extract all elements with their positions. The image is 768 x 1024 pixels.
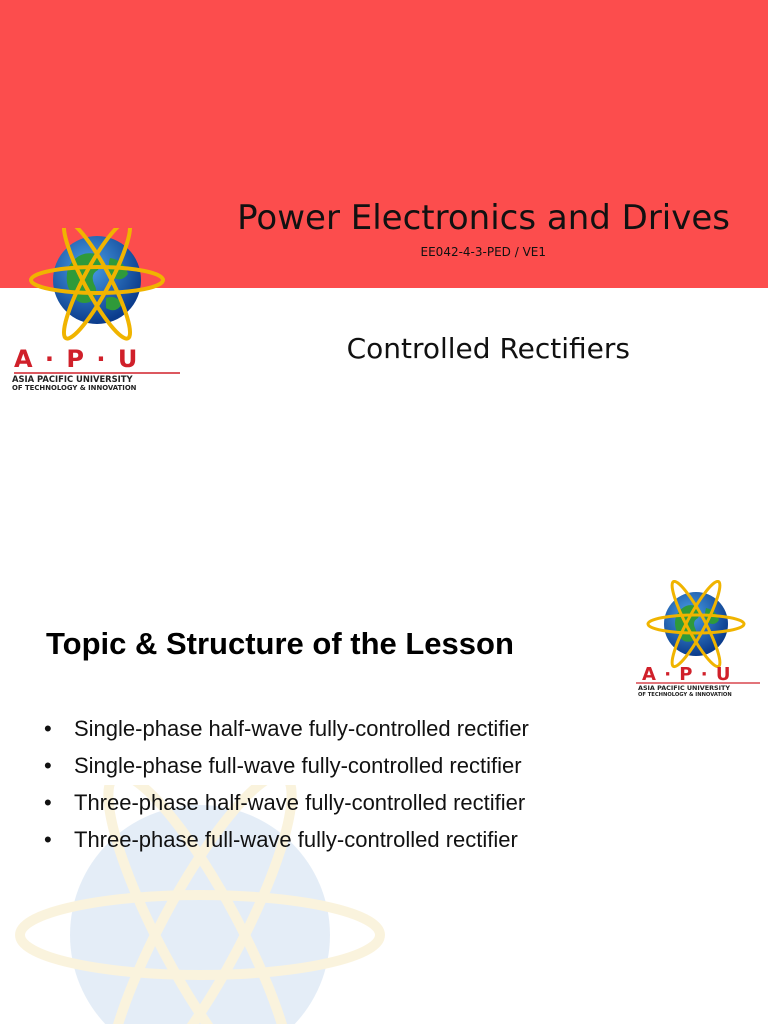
list-item: • Three-phase half-wave fully-controlled rectifier: [44, 784, 529, 821]
topic-text: Three-phase full-wave fully-controlled rectifier: [74, 827, 518, 852]
logo-line1: ASIA PACIFIC UNIVERSITY: [638, 684, 730, 692]
course-code: EE042-4-3-PED / VE1: [420, 245, 546, 259]
list-item: • Single-phase full-wave fully-controlled rectifier: [44, 747, 529, 784]
slide-title: Power Electronics and Drives: [237, 198, 730, 238]
list-item: • Single-phase half-wave fully-controlled rectifier: [44, 710, 529, 747]
logo-line2: OF TECHNOLOGY & INNOVATION: [638, 692, 732, 698]
lesson-heading: Topic & Structure of the Lesson: [46, 626, 514, 661]
logo-letters: A · P · U: [642, 664, 732, 685]
slide-subtitle: Controlled Rectifiers: [346, 332, 630, 365]
topic-text: Three-phase half-wave fully-controlled rectifier: [74, 790, 526, 815]
topic-text: Single-phase full-wave fully-controlled rectifier: [74, 753, 522, 778]
content-slide: [0, 540, 768, 1024]
topic-list: [44, 710, 529, 858]
apu-logo-small: [632, 580, 762, 705]
logo-letters: A · P · U: [14, 345, 140, 373]
topic-text: Single-phase half-wave fully-controlled rectifier: [74, 716, 529, 741]
logo-line2: OF TECHNOLOGY & INNOVATION: [12, 384, 137, 392]
apu-logo: [10, 228, 185, 398]
logo-line1: ASIA PACIFIC UNIVERSITY: [12, 374, 133, 384]
list-item: • Three-phase full-wave fully-controlled rectifier: [44, 821, 529, 858]
